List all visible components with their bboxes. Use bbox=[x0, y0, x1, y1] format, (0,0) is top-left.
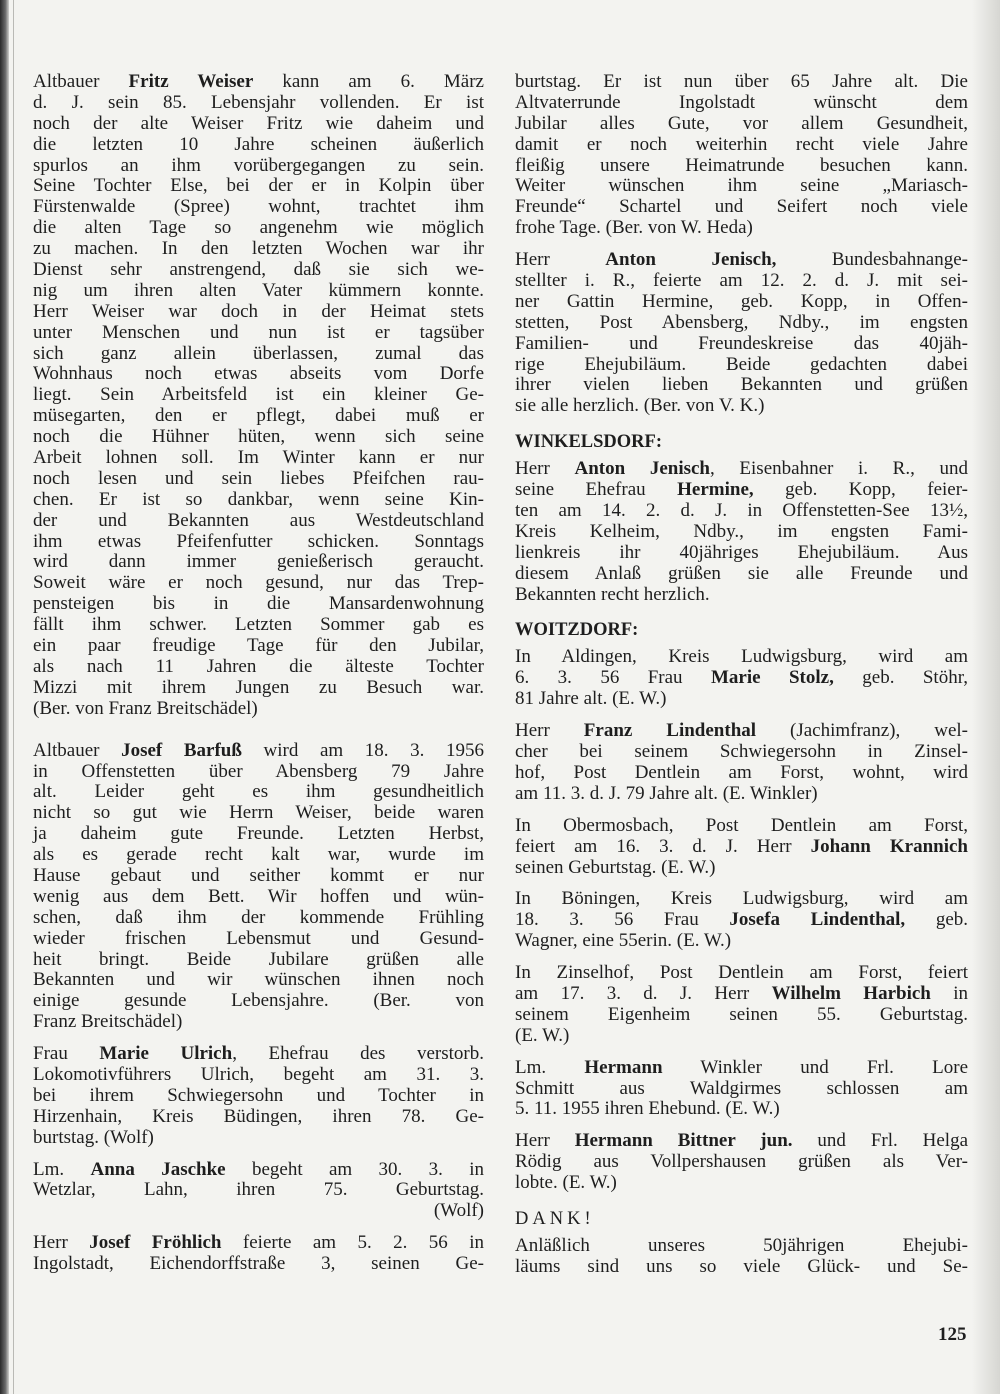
text-line: wieder frischen Lebensmut und Gesund- bbox=[33, 927, 484, 949]
text-line: stetten, Post Abensberg, Ndby., im engsten bbox=[515, 311, 968, 333]
text-line: Soweit wäre er noch gesund, nur das Trep- bbox=[33, 572, 484, 594]
text-line: Anläßlich unseres 50jährigen Ehejubi- bbox=[515, 1234, 968, 1256]
page-binding-edge bbox=[0, 0, 9, 1394]
text-line: Kreis Kelheim, Ndby., im engsten Fami- bbox=[515, 520, 968, 542]
text-line: seinen Geburtstag. (E. W.) bbox=[515, 856, 716, 878]
text-line: heit bringt. Beide Jubilare grüßen alle bbox=[33, 948, 484, 970]
text-line bbox=[515, 1058, 968, 1079]
text-line bbox=[515, 480, 968, 501]
text-line: der und Bekannten aus Westdeutschland bbox=[33, 509, 484, 531]
person-name: Josefa Lindenthal, bbox=[729, 909, 906, 931]
paragraph bbox=[33, 741, 484, 1033]
person-name: Anton Jenisch, bbox=[605, 249, 777, 271]
text-line: nig um ihren alten Vater kümmern konnte. bbox=[33, 279, 484, 301]
text-segment: kann am 6. März bbox=[253, 71, 484, 92]
text-line: sie alle herzlich. (Ber. von V. K.) bbox=[515, 395, 765, 417]
text-line: Wagner, eine 55erin. (E. W.) bbox=[515, 930, 732, 952]
person-name: Marie Ulrich bbox=[99, 1043, 233, 1065]
text-segment: wird am 18. 3. 1956 bbox=[241, 739, 484, 761]
text-line: als nach 11 Jahren die älteste Tochter bbox=[33, 655, 484, 677]
text-line: sich ganz allein überlassen, zumal das bbox=[33, 342, 484, 364]
text-segment: 18. 3. 56 Frau bbox=[515, 909, 730, 931]
person-name: Johann Krannich bbox=[810, 835, 969, 857]
text-line bbox=[515, 668, 968, 689]
text-line: Rödig aus Vollpershausen grüßen als Ver- bbox=[515, 1151, 968, 1173]
text-line: In Böningen, Kreis Ludwigsburg, wird am bbox=[515, 888, 968, 910]
left-column bbox=[33, 72, 484, 1286]
text-line: Familien- und Freundeskreise das 40jäh- bbox=[515, 332, 968, 354]
text-line bbox=[33, 72, 484, 93]
text-line: als es gerade recht kalt war, wurde im bbox=[33, 844, 484, 866]
text-line: Franz Breitschädel) bbox=[33, 1011, 183, 1033]
text-line: damit er noch weiterhin recht viele Jahre bbox=[515, 133, 968, 155]
text-line bbox=[33, 1044, 484, 1065]
text-line: zu machen. In den letzten Wochen war ihr bbox=[33, 238, 484, 260]
text-line: (Ber. von Franz Breitschädel) bbox=[33, 697, 258, 719]
text-line: Weiter wünschen ihm seine „Mariasch- bbox=[515, 175, 968, 197]
text-segment: Herr bbox=[515, 458, 575, 480]
text-line: Schmitt aus Waldgirmes schlossen am bbox=[515, 1077, 968, 1099]
person-name: Anna Jaschke bbox=[90, 1158, 226, 1180]
text-segment: geb. Kopp, feier- bbox=[753, 479, 969, 501]
section-heading: DANK! bbox=[515, 1208, 595, 1229]
paragraph bbox=[33, 1044, 484, 1148]
text-segment: , Ehefrau des verstorb. bbox=[232, 1043, 484, 1065]
text-segment: geb. bbox=[905, 909, 969, 931]
text-line: schen, daß ihm der kommende Frühling bbox=[33, 906, 484, 928]
text-line: burtstag. (Wolf) bbox=[33, 1126, 154, 1148]
text-line bbox=[515, 250, 968, 271]
text-segment: (Jachimfranz), wel- bbox=[756, 720, 968, 742]
text-line: cher bei seinem Schwiegersohn in Zinsel- bbox=[515, 741, 968, 763]
text-segment: Frau bbox=[33, 1043, 100, 1065]
text-line: wenig aus dem Bett. Wir hoffen und wün- bbox=[33, 885, 484, 907]
text-segment: und Frl. Helga bbox=[792, 1130, 969, 1152]
text-line: lobte. (E. W.) bbox=[515, 1172, 617, 1194]
text-line: nicht so gut wie Herrn Weiser, beide waren bbox=[33, 802, 484, 824]
paragraph bbox=[515, 250, 968, 417]
text-line: stellter i. R., feierte am 12. 2. d. J. mit sei- bbox=[515, 270, 968, 292]
right-column bbox=[515, 72, 968, 1289]
text-line: in Offenstetten über Abensberg 79 Jahre bbox=[33, 760, 484, 782]
text-line: ihrer vielen lieben Bekannten und grüßen bbox=[515, 374, 968, 396]
text-line: wird dann immer genießerisch geraucht. bbox=[33, 551, 484, 573]
text-line: Bekannten recht herzlich. bbox=[515, 583, 710, 605]
text-segment: Altbauer bbox=[33, 739, 122, 761]
text-line: ten am 14. 2. d. J. in Offenstetten-See 13½, bbox=[515, 500, 968, 522]
text-line: unter Menschen und nun ist er tagsüber bbox=[33, 321, 484, 343]
text-line bbox=[33, 741, 484, 762]
text-line: chen. Er ist so dankbar, wenn seine Kin- bbox=[33, 488, 484, 510]
text-line: Lokomotivführers Ulrich, begeht am 31. 3. bbox=[33, 1063, 484, 1085]
text-line: Hause gebaut und seither kommt er nur bbox=[33, 864, 484, 886]
paragraph bbox=[515, 816, 968, 879]
text-line: burtstag. Er ist nun über 65 Jahre alt. Die bbox=[515, 71, 968, 92]
person-name: Wilhelm Harbich bbox=[771, 982, 931, 1004]
paragraph bbox=[33, 72, 484, 720]
text-line: Fürstenwalde (Spree) wohnt, trachtet ihm bbox=[33, 196, 484, 218]
text-line: In Zinselhof, Post Dentlein am Forst, feiert bbox=[515, 962, 968, 984]
text-line: einige gesunde Lebensjahre. (Ber. von bbox=[33, 990, 484, 1012]
text-line: fällt ihm schwer. Letzten Sommer gab es bbox=[33, 614, 484, 636]
text-segment: geb. Stöhr, bbox=[833, 667, 969, 689]
text-segment: 6. 3. 56 Frau bbox=[515, 667, 711, 689]
text-segment: seine Ehefrau bbox=[515, 479, 678, 501]
text-segment: feierte am 5. 2. 56 in bbox=[221, 1232, 484, 1254]
paragraph bbox=[515, 647, 968, 710]
paragraph bbox=[515, 963, 968, 1047]
text-segment: Herr bbox=[33, 1232, 90, 1254]
text-segment: Herr bbox=[515, 1130, 575, 1152]
text-line: läums sind uns so viele Glück- und Se- bbox=[515, 1255, 968, 1277]
paragraph bbox=[515, 721, 968, 805]
text-line: lienkreis ihr 40jähriges Ehejubiläum. Aus bbox=[515, 541, 968, 563]
text-line bbox=[33, 1160, 484, 1181]
text-line: ein paar freudige Tage für den Jubilar, bbox=[33, 635, 484, 657]
text-line: frohe Tage. (Ber. von W. Heda) bbox=[515, 217, 753, 239]
text-line: ja daheim gute Freunde. Letzten Herbst, bbox=[33, 823, 484, 845]
text-line: noch lesen und sein liebes Pfeifchen rau- bbox=[33, 467, 484, 489]
text-segment: in bbox=[930, 982, 969, 1004]
person-name: Josef Barfuß bbox=[121, 739, 242, 761]
text-line: Arbeit lohnen soll. Im Winter kann er nur bbox=[33, 447, 484, 469]
text-line bbox=[515, 459, 968, 480]
section-heading: WINKELSDORF: bbox=[515, 432, 662, 453]
text-segment: Bundesbahnange- bbox=[776, 249, 968, 271]
text-line: Seine Tochter Else, bei der er in Kolpin über bbox=[33, 175, 484, 197]
page-shadow bbox=[972, 0, 1000, 1394]
text-segment: Altbauer bbox=[33, 71, 129, 92]
person-name: Franz Lindenthal bbox=[583, 720, 757, 742]
text-line: seinem Eigenheim seinen 55. Geburtstag. bbox=[515, 1003, 968, 1025]
person-name: Josef Fröhlich bbox=[89, 1232, 222, 1254]
text-line bbox=[515, 837, 968, 858]
person-name: Hermine, bbox=[677, 479, 754, 501]
page-margin-line bbox=[13, 0, 14, 1394]
text-segment: Lm. bbox=[515, 1056, 585, 1078]
text-line: Bekannten und wir wünschen ihnen noch bbox=[33, 969, 484, 991]
text-line: noch der alte Weiser Fritz wie daheim und bbox=[33, 112, 484, 134]
text-line: hof, Post Dentlein am Forst, wohnt, wird bbox=[515, 761, 968, 783]
paragraph bbox=[515, 1131, 968, 1194]
text-line: 81 Jahre alt. (E. W.) bbox=[515, 688, 667, 710]
text-line: In Aldingen, Kreis Ludwigsburg, wird am bbox=[515, 646, 968, 668]
text-line: müsegarten, den er pflegt, dabei muß er bbox=[33, 405, 484, 427]
person-name: Hermann Bittner jun. bbox=[574, 1130, 793, 1152]
text-line: spurlos an ihm vorübergegangen zu sein. bbox=[33, 154, 484, 176]
text-segment: Lm. bbox=[33, 1158, 91, 1180]
text-segment: am 17. 3. d. J. Herr bbox=[515, 982, 772, 1004]
text-line: pensteigen bis in die Mansardenwohnung bbox=[33, 593, 484, 615]
text-line: liegt. Sein Arbeitsfeld ist ein kleiner Ge- bbox=[33, 384, 484, 406]
text-line bbox=[515, 910, 968, 931]
text-line: Jubilar alles Gute, vor allem Gesundheit, bbox=[515, 112, 968, 134]
text-line bbox=[515, 721, 968, 742]
text-line: Wohnhaus noch etwas abseits vom Dorfe bbox=[33, 363, 484, 385]
text-line: diesem Anlaß grüßen sie alle Freunde und bbox=[515, 562, 968, 584]
text-segment: Winkler und Frl. Lore bbox=[662, 1056, 969, 1078]
text-line: rige Ehejubiläum. Beide gedachten dabei bbox=[515, 353, 968, 375]
text-line: Ingolstadt, Eichendorffstraße 3, seinen Ge- bbox=[33, 1253, 484, 1275]
person-name: Fritz Weiser bbox=[128, 71, 254, 92]
text-line bbox=[515, 1131, 968, 1152]
text-line bbox=[33, 1233, 484, 1254]
text-line: ner Gattin Hermine, geb. Kopp, in Offen- bbox=[515, 290, 968, 312]
text-line: ihm etwas Pfeifenfutter schicken. Sonntags bbox=[33, 530, 484, 552]
text-line: am 11. 3. d. J. 79 Jahre alt. (E. Winkler) bbox=[515, 782, 818, 804]
text-line: (Wolf) bbox=[433, 1200, 484, 1222]
text-line: die alten Tage so angenehm wie möglich bbox=[33, 217, 484, 239]
paragraph bbox=[515, 72, 968, 239]
text-line bbox=[515, 984, 968, 1005]
text-line: Wetzlar, Lahn, ihren 75. Geburtstag. bbox=[33, 1179, 484, 1201]
text-segment: begeht am 30. 3. in bbox=[225, 1158, 485, 1180]
text-line: (E. W.) bbox=[515, 1024, 570, 1046]
text-segment: Herr bbox=[515, 720, 584, 742]
paragraph bbox=[515, 459, 968, 605]
person-name: Marie Stolz, bbox=[710, 667, 834, 689]
person-name: Hermann bbox=[584, 1056, 663, 1078]
text-line: 5. 11. 1955 ihren Ehebund. (E. W.) bbox=[515, 1098, 780, 1120]
text-segment: , Eisenbahner i. R., und bbox=[710, 458, 969, 480]
text-line: In Obermosbach, Post Dentlein am Forst, bbox=[515, 814, 968, 836]
text-line: Altvaterrunde Ingolstadt wünscht dem bbox=[515, 91, 968, 113]
text-line: Dienst sehr anstrengend, daß sie sich we- bbox=[33, 259, 484, 281]
paragraph bbox=[33, 1233, 484, 1275]
text-line: fleißig unsere Heimatrunde besuchen kann. bbox=[515, 154, 968, 176]
text-line: die letzten 10 Jahre scheinen äußerlich bbox=[33, 133, 484, 155]
person-name: Anton Jenisch bbox=[574, 458, 711, 480]
text-line: Freunde“ Schartel und Seifert noch viele bbox=[515, 196, 968, 218]
text-segment: Herr bbox=[515, 249, 606, 271]
text-line: bei ihrem Schwiegersohn und Tochter in bbox=[33, 1084, 484, 1106]
text-line: Herr Weiser war doch in der Heimat stets bbox=[33, 300, 484, 322]
text-line: noch die Hühner hüten, wenn sich seine bbox=[33, 426, 484, 448]
text-line: Hirzenhain, Kreis Büdingen, ihren 78. Ge- bbox=[33, 1105, 484, 1127]
paragraph bbox=[515, 1236, 968, 1278]
text-line: alt. Leider geht es ihm gesundheitlich bbox=[33, 781, 484, 803]
text-line: Mizzi mit ihrem Jungen zu Besuch war. bbox=[33, 676, 484, 698]
page-number: 125 bbox=[938, 1324, 967, 1345]
paragraph bbox=[515, 889, 968, 952]
paragraph bbox=[33, 1160, 484, 1223]
section-heading: WOITZDORF: bbox=[515, 620, 639, 641]
text-segment: feiert am 16. 3. d. J. Herr bbox=[515, 835, 811, 857]
paragraph bbox=[515, 1058, 968, 1121]
text-line: d. J. sein 85. Lebensjahr vollenden. Er ist bbox=[33, 91, 484, 113]
